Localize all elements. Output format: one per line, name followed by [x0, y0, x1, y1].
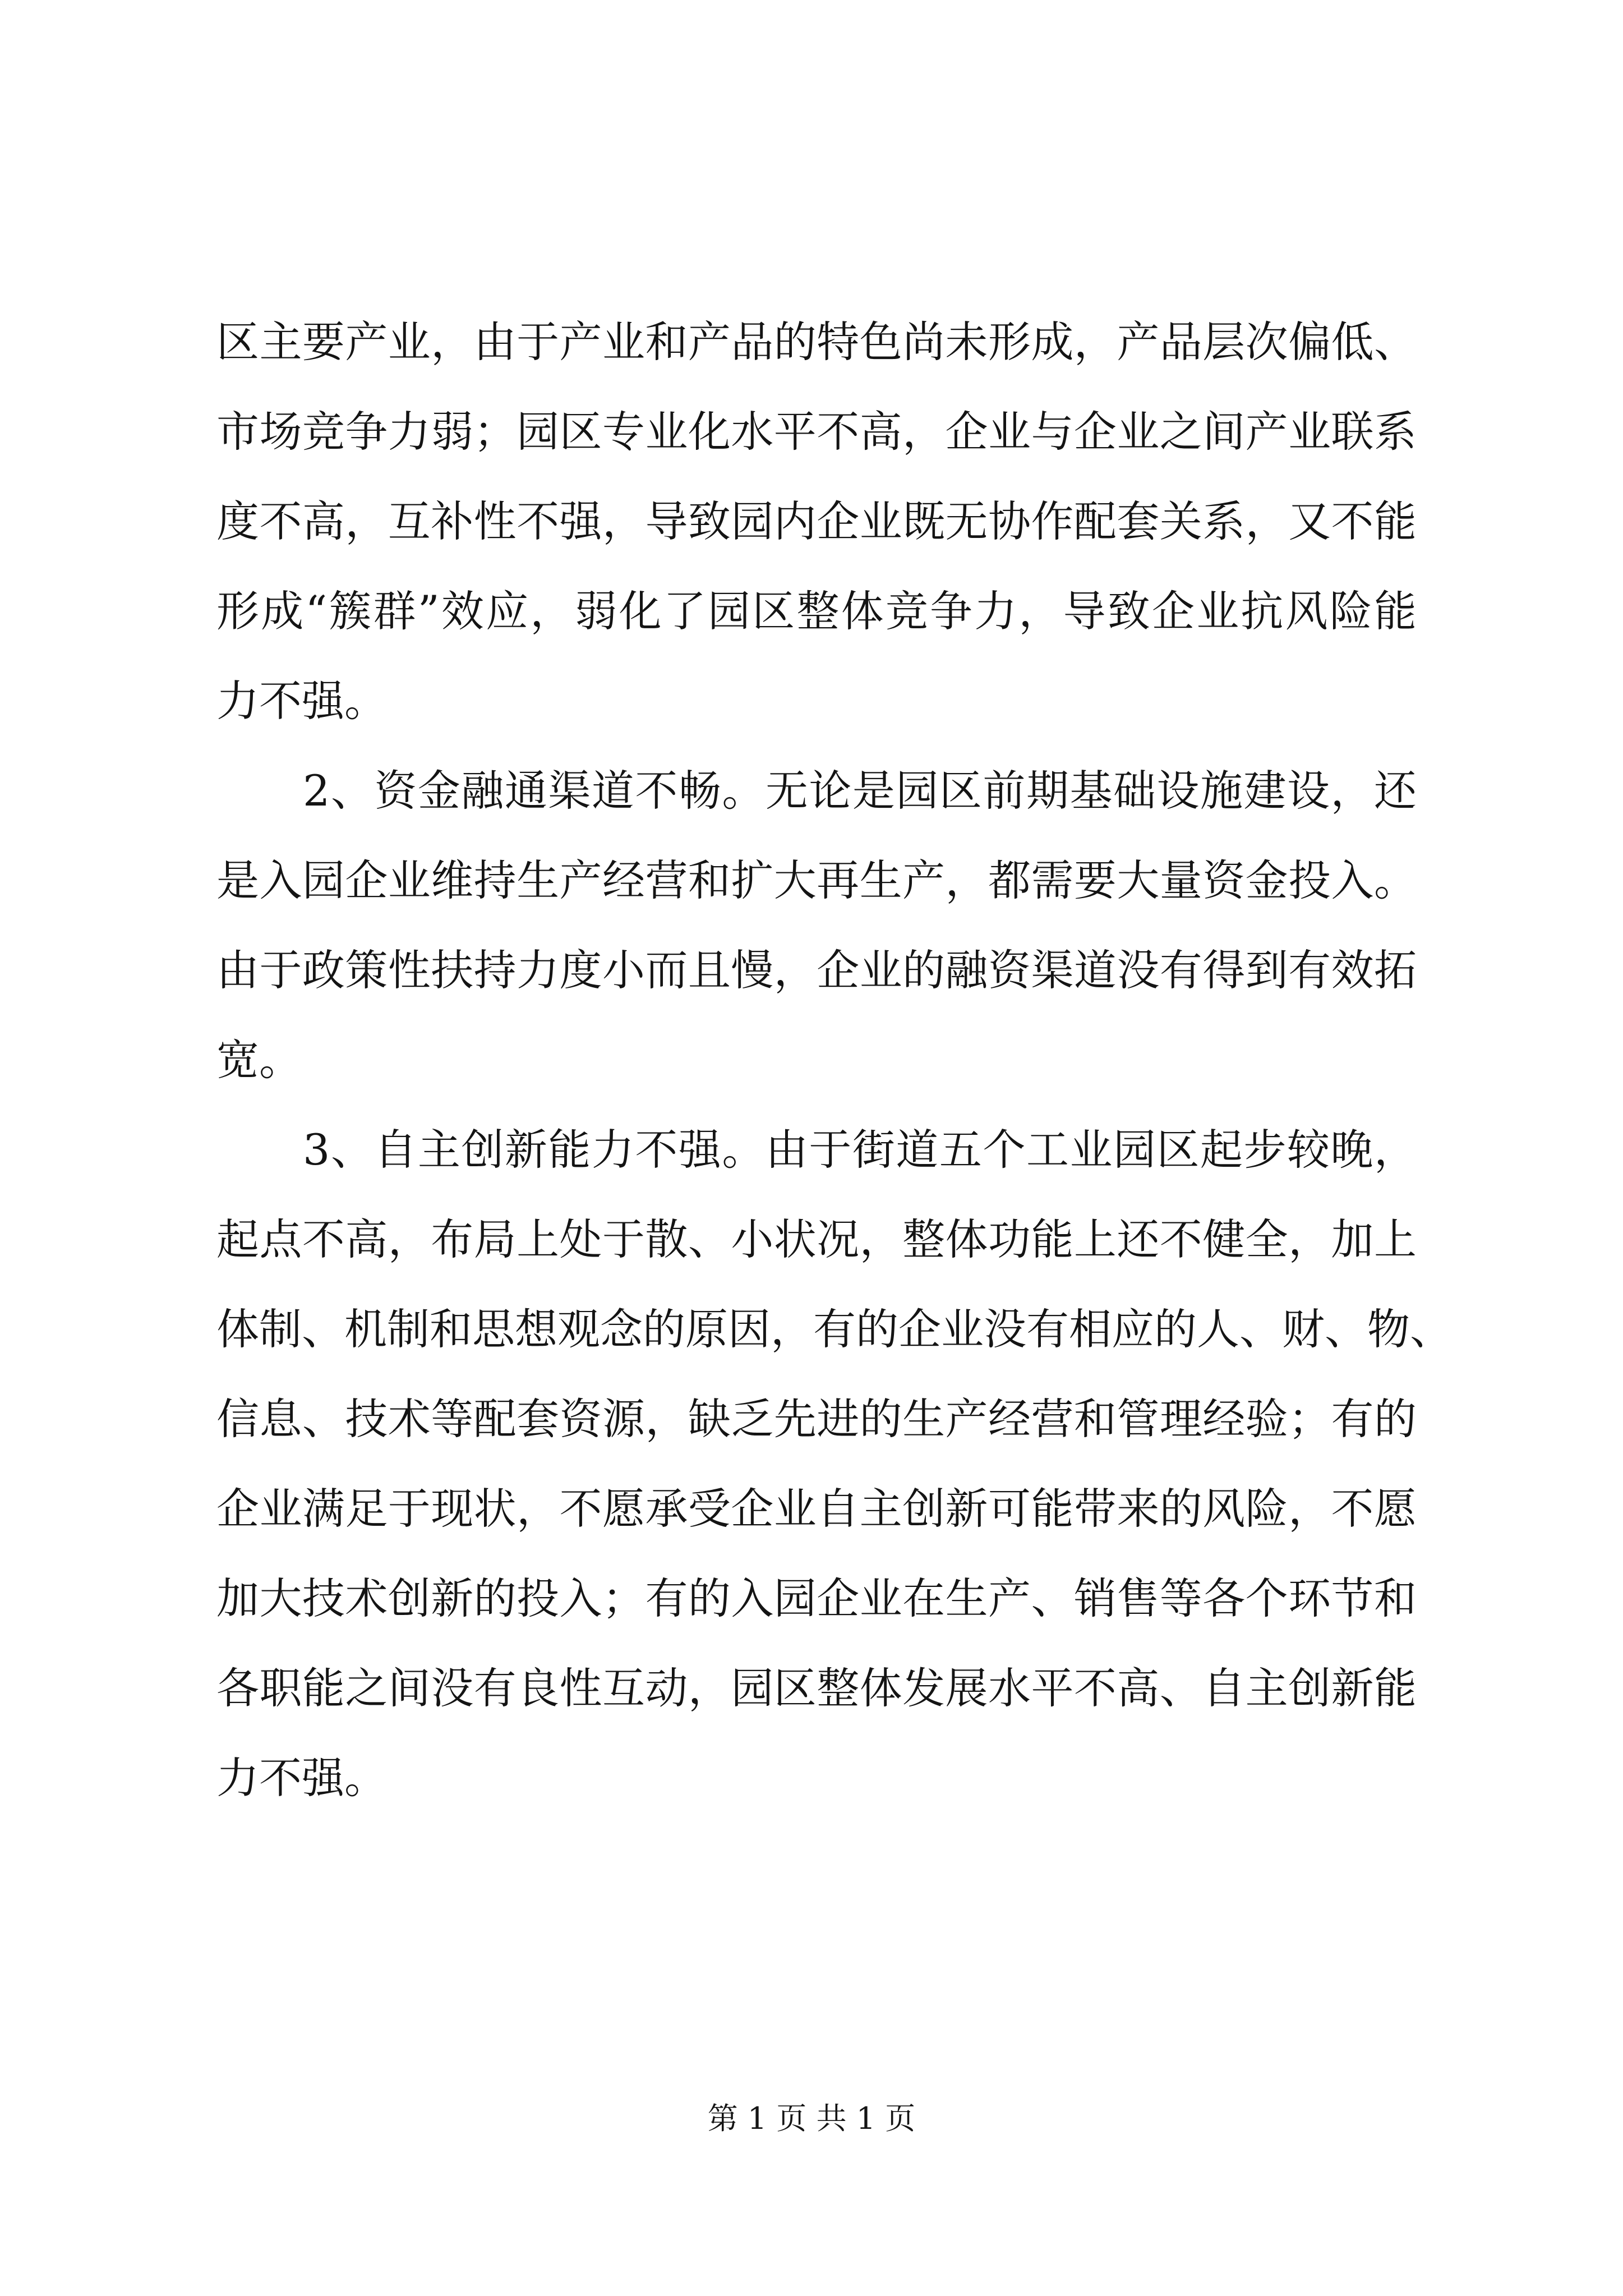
text-line: 市场竞争力弱；园区专业化水平不高，企业与企业之间产业联系: [216, 407, 1417, 457]
text-line: 体制、机制和思想观念的原因，有的企业没有相应的人、财、物、: [216, 1304, 1453, 1354]
text-line: 起点不高，布局上处于散、小状况，整体功能上还不健全，加上: [216, 1214, 1417, 1264]
text-line: 3、自主创新能力不强。由于街道五个工业园区起步较晚，: [303, 1125, 1417, 1175]
text-line: 形成“簇群”效应，弱化了园区整体竞争力，导致企业抗风险能: [216, 586, 1417, 636]
text-line: 2、资金融通渠道不畅。无论是园区前期基础设施建设，还: [303, 766, 1417, 816]
text-line: 由于政策性扶持力度小而且慢，企业的融资渠道没有得到有效拓: [216, 945, 1417, 995]
text-line: 是入园企业维持生产经营和扩大再生产，都需要大量资金投入。: [216, 855, 1417, 905]
text-line: 企业满足于现状，不愿承受企业自主创新可能带来的风险，不愿: [216, 1484, 1417, 1534]
text-line: 力不强。: [216, 1753, 387, 1803]
text-line: 各职能之间没有良性互动，园区整体发展水平不高、自主创新能: [216, 1663, 1417, 1713]
text-line: 力不强。: [216, 676, 387, 726]
text-line: 加大技术创新的投入；有的入园企业在生产、销售等各个环节和: [216, 1573, 1417, 1623]
text-line: 宽。: [216, 1035, 302, 1085]
text-line: 区主要产业，由于产业和产品的特色尚未形成，产品层次偏低、: [216, 317, 1417, 367]
page-footer: 第 1 页 共 1 页: [707, 2101, 916, 2136]
text-line: 信息、技术等配套资源，缺乏先进的生产经营和管理经验；有的: [216, 1394, 1417, 1444]
text-line: 度不高，互补性不强，导致园内企业既无协作配套关系，又不能: [216, 496, 1417, 546]
